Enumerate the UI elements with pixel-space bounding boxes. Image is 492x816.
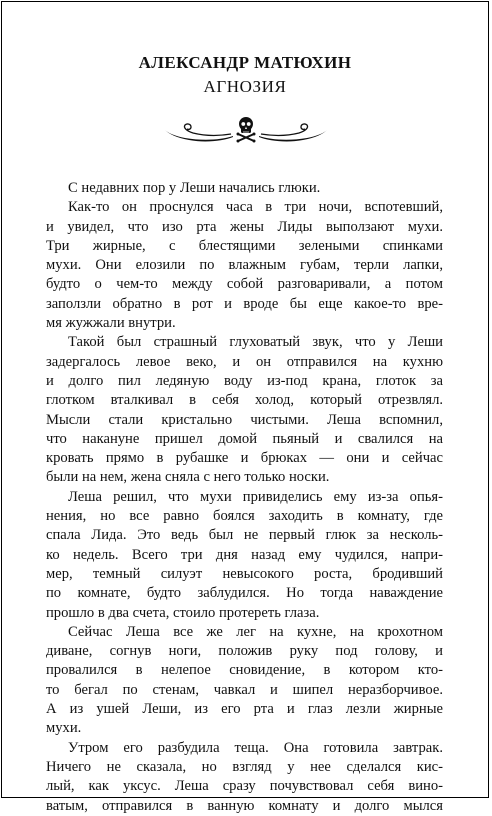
text-line: мер, темный силуэт невысокого роста, бродивший xyxy=(46,565,443,582)
text-line: мухи. Они елозили по влажным губам, терли лапки, xyxy=(46,257,443,274)
text-line: спала Лида. Это ведь был не первый глюк за несколь- xyxy=(46,527,443,544)
text-line: Как-то он проснулся часа в три ночи, вспотевший, xyxy=(68,199,443,216)
text-line: и долго пил ледяную воду из-под крана, глоток за xyxy=(46,372,443,389)
text-line: что накануне пришел домой пьяный и свалился на xyxy=(46,430,443,447)
text-line: и увидел, что изо рта жены Лиды выползают мухи. xyxy=(46,218,443,235)
text-line: Утром его разбудила теща. Она готовила завтрак. xyxy=(68,739,443,756)
text-line: А из ушей Леши, из его рта и глаз лезли жирные xyxy=(46,701,443,718)
text-line: мя жужжали внутри. xyxy=(46,315,176,332)
text-line: нения, но все равно боялся заходить в комнату, где xyxy=(46,508,443,525)
text-line: были на нем, жена сняла с него только носки. xyxy=(46,469,330,486)
text-line: ко недель. Всего три дня назад ему чудился, напри- xyxy=(46,546,443,563)
text-line: провалился в нелепое сновидение, в котором кто- xyxy=(46,662,443,679)
text-line: по комнате, будто заблудился. Но тогда наваждение xyxy=(46,585,443,602)
book-page xyxy=(1,1,489,814)
skull-flourish-icon xyxy=(163,114,329,146)
text-line: глотком вталкивал в себя холод, который отрезвлял. xyxy=(46,392,443,409)
text-line: заползли обратно в рот и вроде бы еще какое-то вре- xyxy=(46,295,443,312)
text-line: мухи. xyxy=(46,720,82,737)
story-title: АГНОЗИЯ xyxy=(203,77,287,96)
text-line: лый, как уксус. Леша сразу почувствовал себя вино- xyxy=(46,778,443,795)
story-body xyxy=(46,179,443,816)
text-line: Мысли стали кристально чистыми. Леша вспомнил, xyxy=(46,411,443,428)
author-name: АЛЕКСАНДР МАТЮХИН xyxy=(138,53,352,72)
text-line: Ничего не сказала, но взгляд у нее сделался кис- xyxy=(46,758,443,775)
text-line: кровать прямо в рубашке и брюках — они и сейчас xyxy=(46,450,443,467)
text-line: то бегал по стенам, чавкал и шипел неразборчивое. xyxy=(46,681,443,698)
text-line: задергалось левое веко, и он отправился на кухню xyxy=(46,353,443,370)
text-line: Сейчас Леша все же лег на кухне, на крохотном xyxy=(68,623,443,640)
text-line: Такой был страшный глуховатый звук, что у Леши xyxy=(68,334,443,351)
text-line: С недавних пор у Леши начались глюки. xyxy=(68,180,321,196)
text-line: Три жирные, с блестящими зелеными спинками xyxy=(46,237,443,254)
text-line: будто о чем-то между собой разговаривали, а потом xyxy=(46,276,443,293)
text-line: ватым, отправился в ванную комнату и долго мылся xyxy=(46,797,443,814)
text-line: Леша решил, что мухи привиделись ему из-за опья- xyxy=(68,488,443,505)
text-line: диване, согнув ноги, положив руку под голову, и xyxy=(46,643,443,660)
text-line: прошло в два счета, стоило протереть глаза. xyxy=(46,604,320,621)
